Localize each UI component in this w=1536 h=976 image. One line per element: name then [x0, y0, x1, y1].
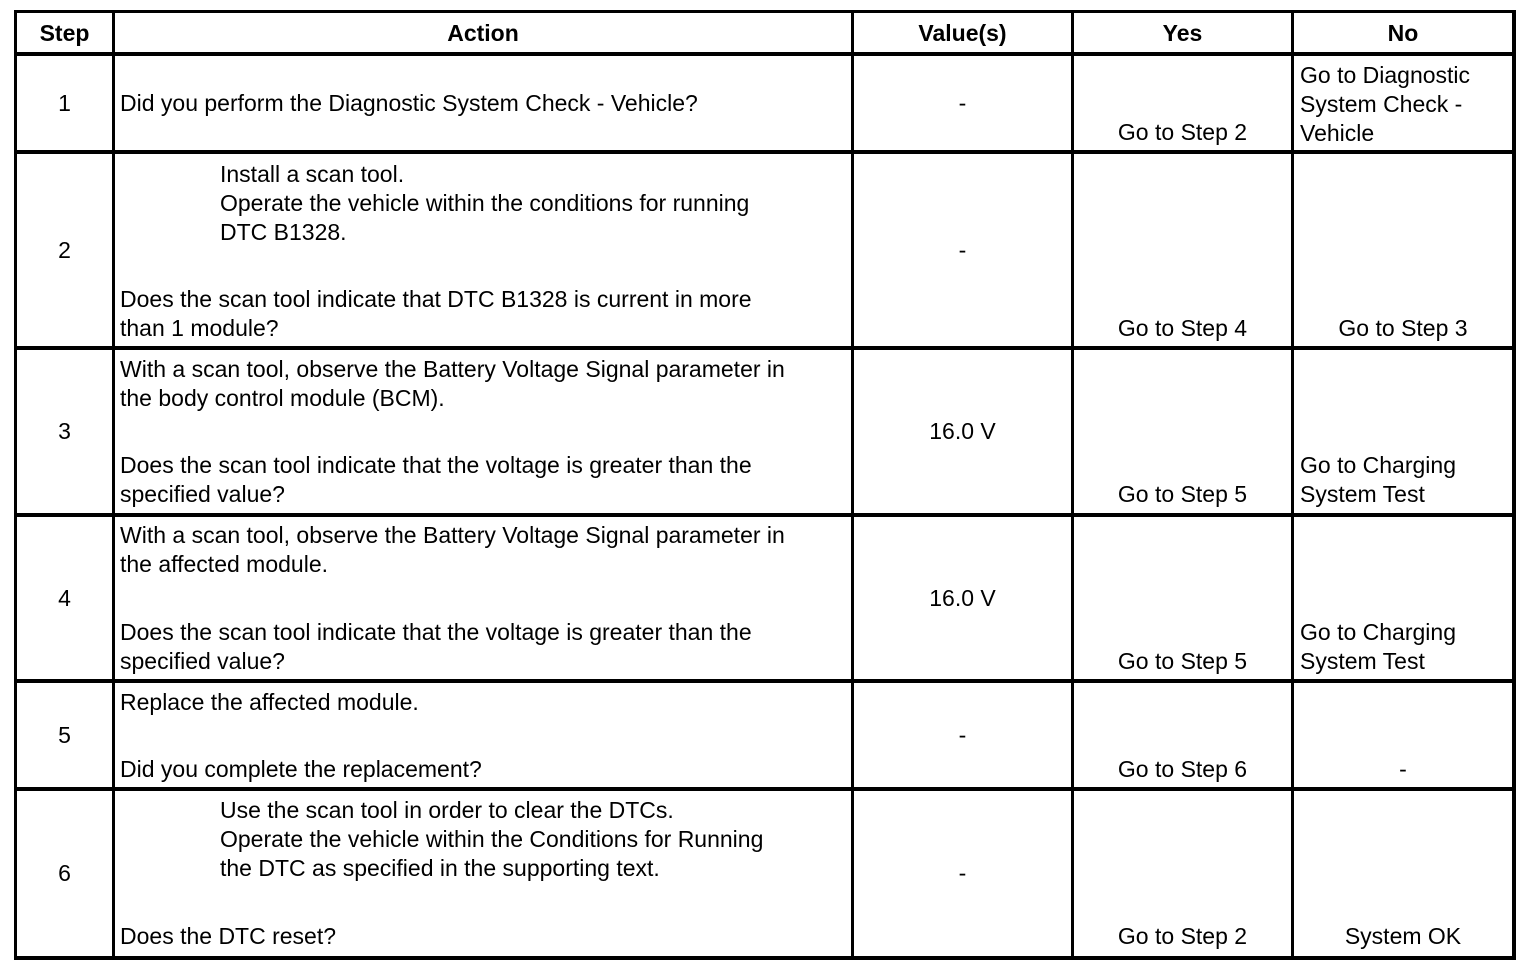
header-step: Step — [39, 20, 90, 46]
grid-line — [14, 513, 1516, 517]
row5-action-question: Did you complete the replacement? — [120, 756, 482, 782]
row2-action-question: Does the scan tool indicate that DTC B1328 is current in more than 1 module? — [120, 286, 752, 341]
grid-line — [14, 679, 1516, 683]
grid-line — [14, 150, 1516, 154]
row1-step: 1 — [58, 90, 71, 116]
header-yes: Yes — [1162, 20, 1203, 46]
row3-step: 3 — [58, 418, 71, 444]
diagnostic-table — [14, 10, 1516, 960]
row3-no: Go to Charging System Test — [1300, 452, 1456, 507]
row1-action-question: Did you perform the Diagnostic System Check - Vehicle? — [120, 90, 698, 116]
row6-value: - — [958, 860, 967, 886]
row6-action-question: Does the DTC reset? — [120, 923, 337, 949]
row3-action-intro: With a scan tool, observe the Battery Voltage Signal parameter in the body control module (BCM). — [120, 356, 785, 411]
row1-no: Go to Diagnostic System Check - Vehicle — [1300, 62, 1471, 146]
row4-action-intro: With a scan tool, observe the Battery Voltage Signal parameter in the affected module. — [120, 522, 785, 577]
grid-line — [14, 52, 1516, 56]
row2-yes: Go to Step 4 — [1117, 315, 1248, 341]
row6-action-step-2: Operate the vehicle within the Conditions for Running the DTC as specified in the supporting text. — [220, 826, 764, 881]
row2-step: 2 — [58, 237, 71, 263]
row4-yes: Go to Step 5 — [1117, 648, 1248, 674]
row2-no: Go to Step 3 — [1338, 315, 1468, 341]
row3-value: 16.0 V — [929, 418, 996, 444]
header-values: Value(s) — [918, 20, 1007, 46]
row5-value: - — [958, 722, 967, 748]
row2-action-step-2: Operate the vehicle within the conditions for running DTC B1328. — [220, 190, 750, 245]
grid-line — [14, 346, 1516, 350]
row5-step: 5 — [58, 722, 71, 748]
grid-line — [14, 10, 1516, 13]
row5-no: - — [1399, 756, 1407, 782]
row6-action-step-1: Use the scan tool in order to clear the DTCs. — [220, 797, 674, 823]
row6-step: 6 — [58, 860, 71, 886]
row2-value: - — [958, 237, 967, 263]
row6-no: System OK — [1344, 923, 1462, 949]
row1-value: - — [958, 90, 967, 116]
row1-yes: Go to Step 2 — [1117, 119, 1248, 145]
row4-value: 16.0 V — [929, 585, 996, 611]
row6-yes: Go to Step 2 — [1117, 923, 1248, 949]
row3-yes: Go to Step 5 — [1117, 481, 1248, 507]
header-no: No — [1387, 20, 1419, 46]
row4-step: 4 — [58, 585, 71, 611]
row4-no: Go to Charging System Test — [1300, 619, 1456, 674]
header-action: Action — [447, 20, 519, 46]
row4-action-question: Does the scan tool indicate that the voltage is greater than the specified value? — [120, 619, 752, 674]
grid-line — [14, 787, 1516, 791]
row2-action-step-1: Install a scan tool. — [220, 161, 405, 187]
row3-action-question: Does the scan tool indicate that the voltage is greater than the specified value? — [120, 452, 752, 507]
row5-action-intro: Replace the affected module. — [120, 689, 419, 715]
row5-yes: Go to Step 6 — [1117, 756, 1248, 782]
grid-line — [14, 956, 1516, 960]
